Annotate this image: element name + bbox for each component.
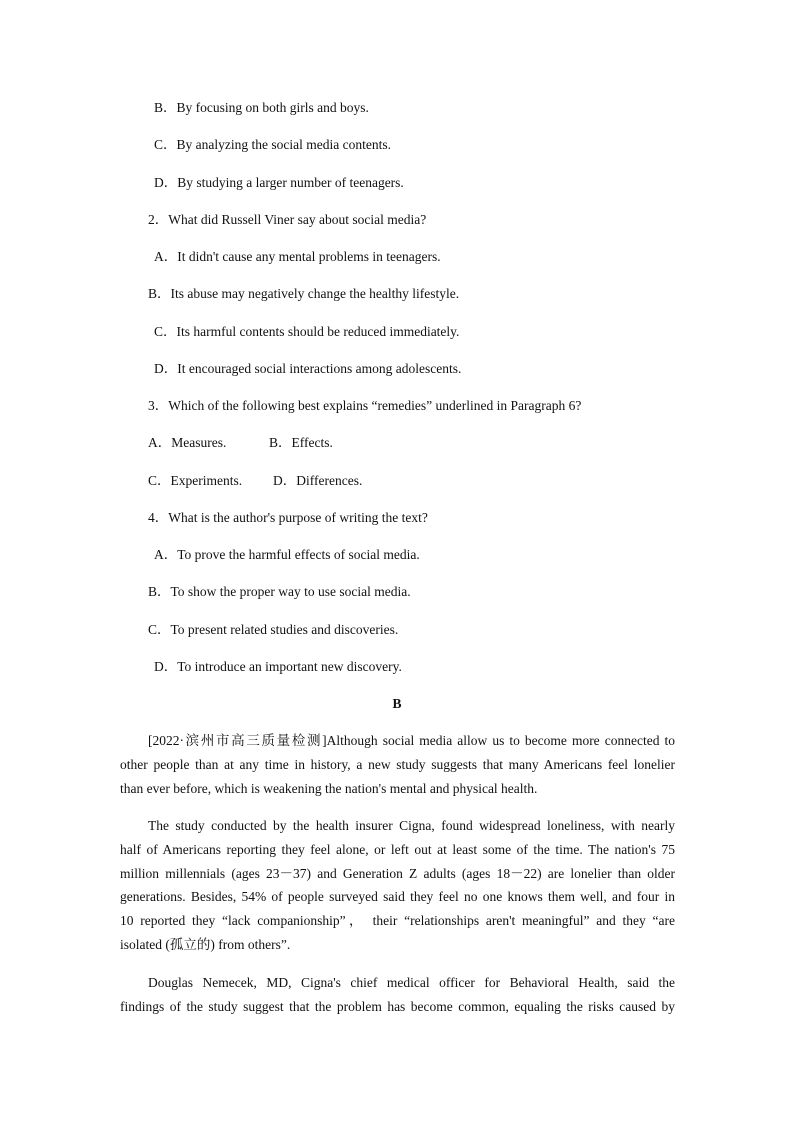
q4-stem: 4．What is the author's purpose of writing the text?	[148, 510, 428, 525]
p2-line-3: million millennials (ages 23－37) and Generation Z adults (ages 18－22) are lonelier than older	[120, 865, 675, 881]
p2-line-6: isolated (孤立的) from others”.	[120, 936, 291, 952]
q2-stem: 2．What did Russell Viner say about social media?	[148, 212, 427, 227]
q1-option-c: C．By analyzing the social media contents.	[154, 137, 391, 152]
q1-option-d: D．By studying a larger number of teenagers.	[154, 175, 404, 190]
q3-stem: 3．Which of the following best explains “remedies” underlined in Paragraph 6?	[148, 398, 582, 413]
q2-option-a: A．It didn't cause any mental problems in teenagers.	[154, 249, 441, 264]
q3-option-c: C．Experiments.	[148, 473, 243, 488]
passage-paragraph-2	[120, 814, 675, 957]
q2-option-b: B．Its abuse may negatively change the healthy lifestyle.	[148, 286, 460, 301]
q4-option-b: B．To show the proper way to use social media.	[148, 584, 411, 599]
q2-option-c: C．Its harmful contents should be reduced immediately.	[154, 324, 460, 339]
q4-option-d: D．To introduce an important new discovery.	[154, 659, 402, 674]
p2-line-4: generations. Besides, 54% of people surveyed said they feel no one knows them well, and four in	[120, 889, 675, 905]
q2-option-d: D．It encouraged social interactions among adolescents.	[154, 361, 462, 376]
q4-option-a: A．To prove the harmful effects of social media.	[154, 547, 420, 562]
p1-line-2: other people than at any time in history, a new study suggests that many Americans feel lonelier	[120, 756, 675, 772]
passage-paragraph-1	[120, 729, 675, 800]
p1-line-1: [2022·滨州市高三质量检测]Although social media allow us to become more connected to	[148, 733, 675, 748]
p2-line-5: 10 reported they “lack companionship”， their “relationships aren't meaningful” and they “are	[120, 913, 675, 929]
q3-option-a: A．Measures.	[148, 435, 227, 450]
p2-line-2: half of Americans reporting they feel alone, or left out at least some of the time. The nation's 75	[120, 841, 675, 857]
section-heading: B	[392, 696, 402, 711]
q3-option-b: B．Effects.	[269, 435, 333, 450]
q4-option-c: C．To present related studies and discoveries.	[148, 622, 399, 637]
passage-paragraph-3	[120, 971, 675, 1019]
q3-option-d: D．Differences.	[273, 473, 363, 488]
p2-line-1: The study conducted by the health insurer Cigna, found widespread loneliness, with nearly	[148, 818, 675, 833]
p1-line-3: than ever before, which is weakening the nation's mental and physical health.	[120, 780, 538, 796]
p3-line-1: Douglas Nemecek, MD, Cigna's chief medical officer for Behavioral Health, said the	[148, 975, 675, 990]
q1-option-b: B．By focusing on both girls and boys.	[154, 100, 369, 115]
p3-line-2: findings of the study suggest that the problem has become common, equaling the risks caused by	[120, 998, 675, 1014]
